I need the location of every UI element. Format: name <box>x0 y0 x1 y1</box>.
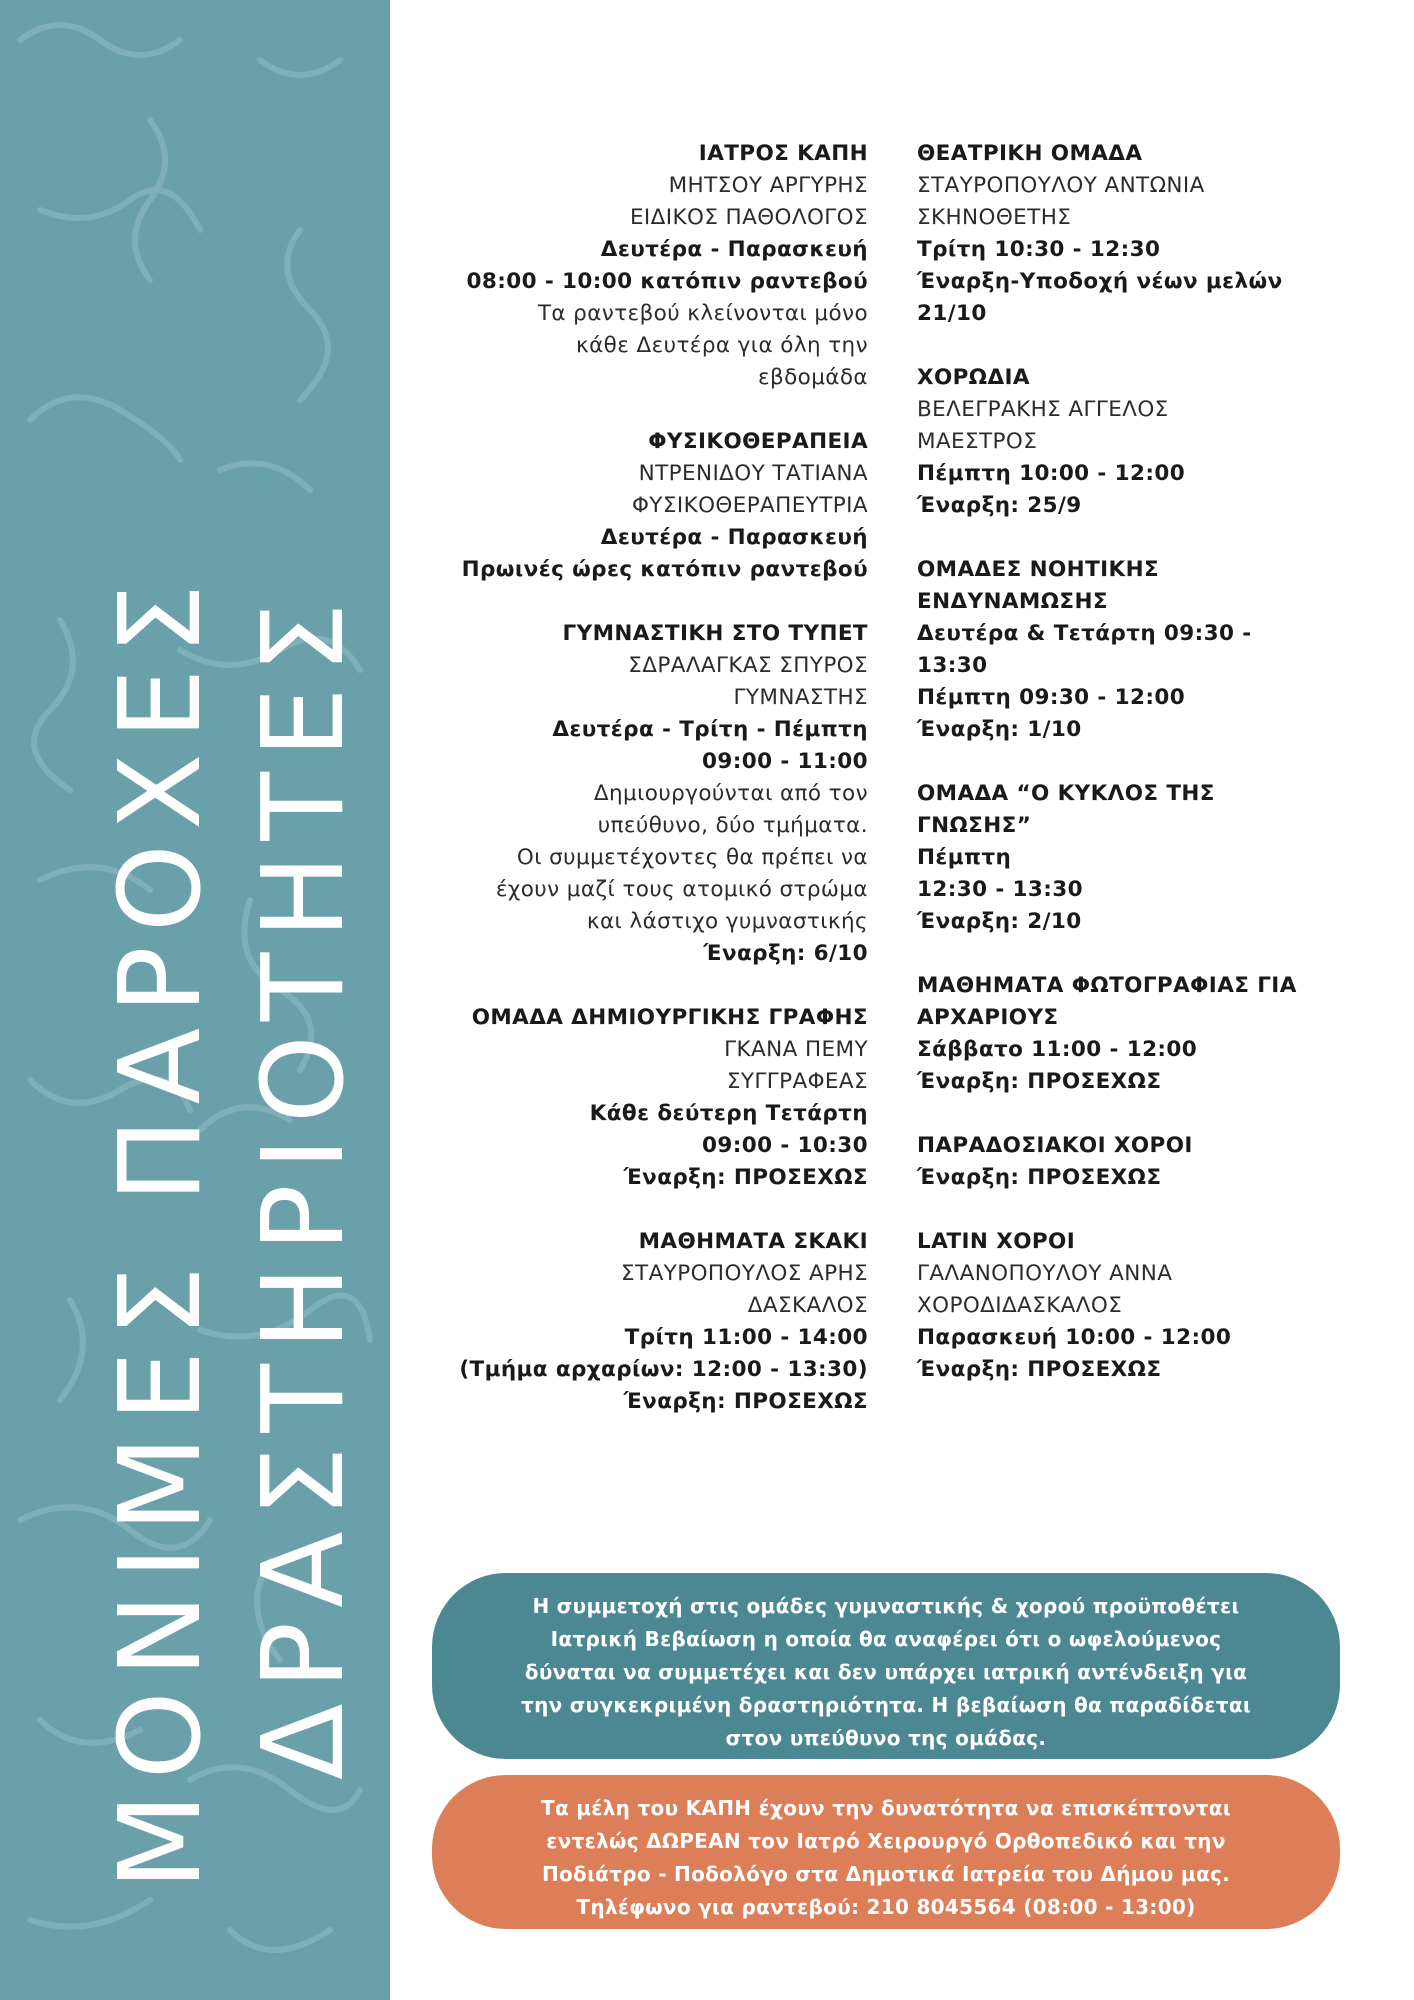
start-date: Έναρξη-Υποδοχή νέων μελών <box>917 269 1283 294</box>
gym-section <box>420 618 868 970</box>
schedule-hours: Σάββατο 11:00 - 12:00 <box>917 1037 1198 1062</box>
latin-dance-section <box>917 1226 1357 1386</box>
note-line: υπεύθυνο, δύο τμήματα. <box>597 813 868 838</box>
photo-section <box>917 970 1357 1098</box>
note-line: και λάστιχο γυμναστικής <box>586 909 868 934</box>
page-title-line-1: ΜΟΝΙΜΕΣ ΠΑΡΟΧΕΣ <box>96 569 226 1890</box>
start-date: Έναρξη: ΠΡΟΣΕΧΩΣ <box>917 1165 1162 1190</box>
note-line: δύναται να συμμετέχει και δεν υπάρχει ιατρική αντένδειξη για <box>524 1660 1248 1684</box>
note-line: έχουν μαζί τους ατομικό στρώμα <box>495 877 868 902</box>
schedule-days: Δευτέρα - Παρασκευή <box>600 525 868 550</box>
section-title: ΙΑΤΡΟΣ ΚΑΠΗ <box>698 141 868 166</box>
section-title: ΘΕΑΤΡΙΚΗ ΟΜΑΔΑ <box>917 141 1143 166</box>
schedule-hours: 09:00 - 11:00 <box>702 749 868 774</box>
start-date: 21/10 <box>917 301 987 326</box>
note-line: Ιατρική Βεβαίωση η οποία θα αναφέρει ότι ο ωφελούμενος <box>550 1627 1222 1651</box>
schedule-days: Δευτέρα - Τρίτη - Πέμπτη <box>552 717 868 742</box>
schedule-hours: 13:30 <box>917 653 988 678</box>
section-title: ΓΥΜΝΑΣΤΙΚΗ ΣΤΟ ΤΥΠΕΤ <box>562 621 868 646</box>
note-line: την συγκεκριμένη δραστηριότητα. Η βεβαίωση θα παραδίδεται <box>521 1693 1251 1717</box>
section-title: ΠΑΡΑΔΟΣΙΑΚΟΙ ΧΟΡΟΙ <box>917 1133 1193 1158</box>
section-title: ΟΜΑΔΑ ΔΗΜΙΟΥΡΓΙΚΗΣ ΓΡΑΦΗΣ <box>471 1005 868 1030</box>
section-title: ΧΟΡΩΔΙΑ <box>917 365 1030 390</box>
section-title: ΕΝΔΥΝΑΜΩΣΗΣ <box>917 589 1108 614</box>
person-role: ΣΚΗΝΟΘΕΤΗΣ <box>917 205 1072 230</box>
start-date: Έναρξη: ΠΡΟΣΕΧΩΣ <box>623 1389 868 1414</box>
schedule-hours: 09:00 - 10:30 <box>702 1133 868 1158</box>
person-name: ΒΕΛΕΓΡΑΚΗΣ ΑΓΓΕΛΟΣ <box>917 397 1169 422</box>
schedule-hours: Πέμπτη 09:30 - 12:00 <box>917 685 1186 710</box>
person-role: ΓΥΜΝΑΣΤΗΣ <box>733 685 868 710</box>
person-role: ΔΑΣΚΑΛΟΣ <box>747 1293 868 1318</box>
physio-section <box>420 426 868 586</box>
start-date: Έναρξη: ΠΡΟΣΕΧΩΣ <box>623 1165 868 1190</box>
note-line: Τηλέφωνο για ραντεβού: 210 8045564 (08:00 - 13:00) <box>576 1895 1196 1919</box>
schedule-hours: Παρασκευή 10:00 - 12:00 <box>917 1325 1232 1350</box>
note-line: Οι συμμετέχοντες θα πρέπει να <box>516 845 868 870</box>
person-name: ΜΗΤΣΟΥ ΑΡΓΥΡΗΣ <box>668 173 868 198</box>
note-line: στον υπεύθυνο της ομάδας. <box>725 1726 1047 1750</box>
folk-dance-section <box>917 1130 1357 1194</box>
section-title: ΜΑΘΗΜΑΤΑ ΦΩΤΟΓΡΑΦΙΑΣ ΓΙΑ <box>917 973 1297 998</box>
note-line: εντελώς ΔΩΡΕΑΝ τον Ιατρό Χειρουργό Ορθοπεδικό και την <box>546 1829 1226 1853</box>
cognitive-section <box>917 554 1357 746</box>
schedule-hours: 08:00 - 10:00 κατόπιν ραντεβού <box>466 269 868 294</box>
schedule-days: Κάθε δεύτερη Τετάρτη <box>589 1101 868 1126</box>
note-line: κάθε Δευτέρα για όλη την <box>576 333 868 358</box>
page-title-line-2: ΔΡΑΣΤΗΡΙΟΤΗΤΕΣ <box>239 588 369 1780</box>
section-title: LATIN ΧΟΡΟΙ <box>917 1229 1076 1254</box>
note-line: Τα μέλη του ΚΑΠΗ έχουν την δυνατότητα να επισκέπτονται <box>541 1796 1231 1820</box>
note-line: Ποδιάτρο - Ποδολόγο στα Δημοτικά Ιατρεία του Δήμου μας. <box>541 1862 1231 1886</box>
note-line: εβδομάδα <box>757 365 868 390</box>
section-title: ΜΑΘΗΜΑΤΑ ΣΚΑΚΙ <box>638 1229 868 1254</box>
chess-section <box>420 1226 868 1418</box>
note-line: Δημιουργούνται από τον <box>593 781 868 806</box>
knowledge-section <box>917 778 1357 938</box>
section-title: ΟΜΑΔΕΣ ΝΟΗΤΙΚΗΣ <box>917 557 1160 582</box>
start-date: Έναρξη: 2/10 <box>917 909 1082 934</box>
free-visits-note <box>432 1775 1340 1929</box>
start-date: Έναρξη: ΠΡΟΣΕΧΩΣ <box>917 1069 1162 1094</box>
section-title: ΟΜΑΔΑ “Ο ΚΥΚΛΟΣ ΤΗΣ <box>917 781 1215 806</box>
title-sidebar <box>0 0 390 2000</box>
schedule-days: Πέμπτη <box>917 845 1012 870</box>
medical-certificate-note <box>432 1573 1340 1759</box>
schedule-hours: Δευτέρα & Τετάρτη 09:30 - <box>917 621 1252 646</box>
start-date: Έναρξη: ΠΡΟΣΕΧΩΣ <box>917 1357 1162 1382</box>
doctor-section <box>420 138 868 394</box>
person-name: ΣΤΑΥΡΟΠΟΥΛΟΣ ΑΡΗΣ <box>621 1261 868 1286</box>
person-role: ΧΟΡΟΔΙΔΑΣΚΑΛΟΣ <box>917 1293 1123 1318</box>
person-name: ΝΤΡΕΝΙΔΟΥ ΤΑΤΙΑΝΑ <box>638 461 868 486</box>
start-date: Έναρξη: 1/10 <box>917 717 1082 742</box>
choir-section <box>917 362 1357 522</box>
schedule-days: Τρίτη 11:00 - 14:00 <box>624 1325 868 1350</box>
schedule-hours: Τρίτη 10:30 - 12:30 <box>917 237 1161 262</box>
person-name: ΓΑΛΑΝΟΠΟΥΛΟΥ ΑΝΝΑ <box>917 1261 1173 1286</box>
person-role: ΕΙΔΙΚΟΣ ΠΑΘΟΛΟΓΟΣ <box>629 205 868 230</box>
person-role: ΣΥΓΓΡΑΦΕΑΣ <box>726 1069 868 1094</box>
schedule-hours: Πέμπτη 10:00 - 12:00 <box>917 461 1186 486</box>
person-name: ΓΚΑΝΑ ΠΕΜΥ <box>724 1037 868 1062</box>
section-title: ΓΝΩΣΗΣ” <box>917 813 1032 838</box>
schedule-days: Δευτέρα - Παρασκευή <box>600 237 868 262</box>
schedule-hours: 12:30 - 13:30 <box>917 877 1083 902</box>
section-title: ΦΥΣΙΚΟΘΕΡΑΠΕΙΑ <box>648 429 868 454</box>
right-column <box>917 138 1357 1418</box>
schedule-hours: Πρωινές ώρες κατόπιν ραντεβού <box>461 557 868 582</box>
person-role: ΦΥΣΙΚΟΘΕΡΑΠΕΥΤΡΙΑ <box>631 493 868 518</box>
person-name: ΣΤΑΥΡΟΠΟΥΛΟΥ ΑΝΤΩΝΙΑ <box>917 173 1205 198</box>
theatre-section <box>917 138 1357 330</box>
note-line: Τα ραντεβού κλείνονται μόνο <box>537 301 868 326</box>
person-name: ΣΔΡΑΛΑΓΚΑΣ ΣΠΥΡΟΣ <box>628 653 868 678</box>
note-line: Η συμμετοχή στις ομάδες γυμναστικής & χορού προϋποθέτει <box>532 1594 1240 1618</box>
schedule-hours: (Τμήμα αρχαρίων: 12:00 - 13:30) <box>459 1357 868 1382</box>
left-column <box>420 138 868 1450</box>
section-title: ΑΡΧΑΡΙΟΥΣ <box>917 1005 1059 1030</box>
writing-section <box>420 1002 868 1194</box>
start-date: Έναρξη: 6/10 <box>703 941 868 966</box>
start-date: Έναρξη: 25/9 <box>917 493 1082 518</box>
person-role: ΜΑΕΣΤΡΟΣ <box>917 429 1038 454</box>
